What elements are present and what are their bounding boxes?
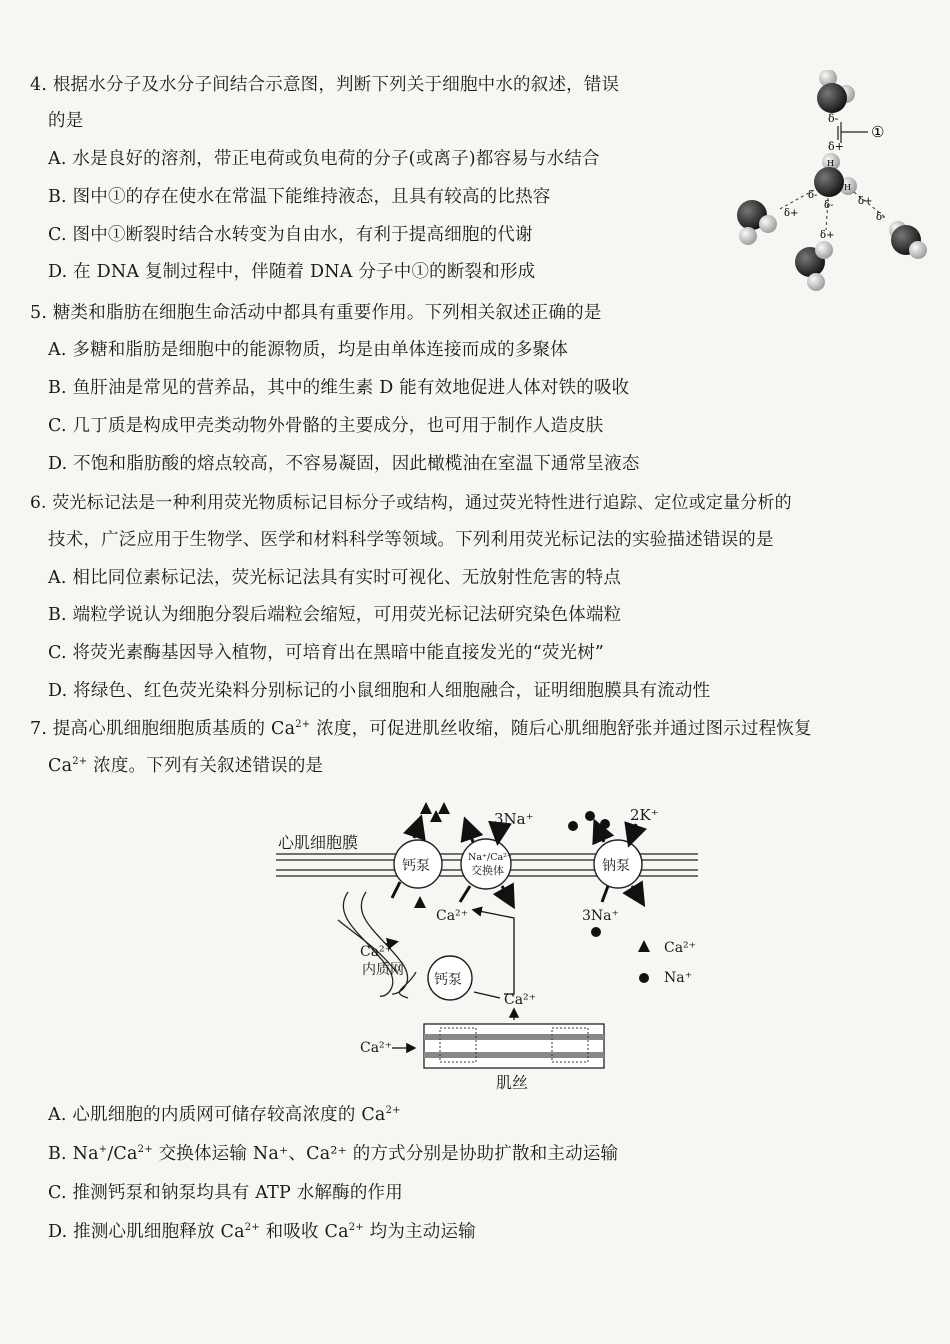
delta-label: δ-: [824, 200, 834, 211]
q4-option-a: A. 水是良好的溶剂，带正电荷或负电荷的分子(或离子)都容易与水结合: [48, 149, 600, 169]
q6-stem-line1: 6. 荧光标记法是一种利用荧光物质标记目标分子或结构，通过荧光特性进行追踪、定位或定量分析的: [30, 493, 792, 513]
q5-option-c: C. 几丁质是构成甲壳类动物外骨骼的主要成分，也可用于制作人造皮肤: [48, 416, 604, 436]
ca-ion-mark: [420, 802, 432, 814]
water-molecule-top: [817, 70, 855, 113]
delta-label: δ+: [784, 208, 799, 219]
q5-option-b: B. 鱼肝油是常见的营养品，其中的维生素 D 能有效地促进人体对铁的吸收: [48, 378, 630, 398]
q7-stem-line2: $Ca^{2+}$ 浓度。下列有关叙述错误的是: [48, 756, 324, 776]
q4-option-c: C. 图中①断裂时结合水转变为自由水，有利于提高细胞的代谢: [48, 225, 533, 245]
delta-label: δ-: [808, 190, 818, 201]
water-molecule-figure: [728, 70, 938, 300]
q6-stem-line2: 技术，广泛应用于生物学、医学和材料科学等领域。下列利用荧光标记法的实验描述错误的是: [48, 530, 774, 550]
q7-option-c: C. 推测钙泵和钠泵均具有 ATP 水解酶的作用: [48, 1183, 403, 1203]
ca-center-label: Ca²⁺: [504, 992, 537, 1008]
h-label: H: [844, 183, 851, 192]
na-ion-mark: [585, 811, 595, 821]
legend-ca-label: Ca²⁺: [664, 940, 697, 956]
q6-option-b: B. 端粒学说认为细胞分裂后端粒会缩短，可用荧光标记法研究染色体端粒: [48, 605, 622, 625]
water-molecule-center: [814, 153, 857, 197]
q6-option-c: C. 将荧光素酶基因导入植物，可培育出在黑暗中能直接发光的“荧光树”: [48, 643, 605, 663]
delta-label: δ+: [820, 230, 835, 241]
myofilament-label: 肌丝: [496, 1073, 529, 1092]
h-label: H: [827, 159, 834, 168]
q4-option-d: D. 在 DNA 复制过程中，伴随着 DNA 分子中①的断裂和形成: [48, 262, 536, 282]
delta-label: δ+: [858, 196, 873, 207]
na-ion-mark: [591, 927, 601, 937]
sodium-pump: [594, 824, 642, 902]
q5-option-d: D. 不饱和脂肪酸的熔点较高，不容易凝固，因此橄榄油在室温下通常呈液态: [48, 454, 640, 474]
svg-text:钠泵: 钠泵: [602, 858, 630, 874]
q7-option-b: B. $Na^+/Ca^{2+}$ 交换体运输 Na⁺、Ca²⁺ 的方式分别是协助扩散和主动运输: [48, 1144, 619, 1164]
q4-stem-line1: 4. 根据水分子及水分子间结合示意图，判断下列关于细胞中水的叙述，错误: [30, 75, 620, 95]
water-molecule-bottom: [795, 241, 833, 291]
calcium-pump-membrane: [392, 820, 442, 898]
water-molecule-left: [737, 200, 777, 245]
ca-ion-mark: [414, 896, 426, 908]
na-ca-exchanger: [460, 822, 512, 904]
na-ion-mark: [600, 819, 610, 829]
ca-left-label: Ca²⁺: [360, 1040, 393, 1056]
er-pump-label: 钙泵: [434, 972, 462, 988]
delta-label: δ+: [828, 140, 844, 153]
k2-label: 2K⁺: [630, 806, 659, 824]
svg-text:交换体: 交换体: [471, 864, 504, 877]
bond-label-1: ①: [871, 123, 885, 141]
delta-label: δ-: [876, 212, 886, 223]
water-molecule-right: [889, 221, 927, 259]
myofilament: [424, 1024, 604, 1068]
na-ion-mark: [568, 821, 578, 831]
legend-ca-mark: [638, 940, 650, 952]
q7-option-a: A. 心肌细胞的内质网可储存较高浓度的 $Ca^{2+}$: [48, 1105, 401, 1125]
legend-na-mark: [639, 973, 649, 983]
q5-stem: 5. 糖类和脂肪在细胞生命活动中都具有重要作用。下列相关叙述正确的是: [30, 303, 602, 323]
q5-option-a: A. 多糖和脂肪是细胞中的能源物质，均是由单体连接而成的多聚体: [48, 340, 568, 360]
na3-bottom-label: 3Na⁺: [582, 908, 619, 924]
svg-text:Na⁺/Ca²⁺: Na⁺/Ca²⁺: [468, 852, 512, 863]
q7-option-d: D. 推测心肌细胞释放 $Ca^{2+}$ 和吸收 $Ca^{2+}$ 均为主动运输: [48, 1222, 476, 1242]
er-ca-label: Ca²⁺: [360, 944, 393, 960]
ca-exchanger-label: Ca²⁺: [436, 908, 469, 924]
legend-na-label: Na⁺: [664, 970, 692, 986]
delta-label: δ-: [828, 112, 839, 125]
membrane-label: 心肌细胞膜: [278, 833, 359, 852]
ca-ion-mark: [438, 802, 450, 814]
cardiomyocyte-calcium-figure: [268, 798, 718, 1098]
q4-option-b: B. 图中①的存在使水在常温下能维持液态，且具有较高的比热容: [48, 187, 551, 207]
svg-text:钙泵: 钙泵: [402, 858, 430, 874]
er-label: 内质网: [362, 962, 404, 978]
na3-top-label: 3Na⁺: [494, 810, 534, 828]
q6-option-d: D. 将绿色、红色荧光染料分别标记的小鼠细胞和人细胞融合，证明细胞膜具有流动性: [48, 681, 711, 701]
q4-stem-line2: 的是: [48, 111, 84, 131]
q6-option-a: A. 相比同位素标记法，荧光标记法具有实时可视化、无放射性危害的特点: [48, 568, 622, 588]
q7-stem-line1: 7. 提高心肌细胞细胞质基质的 $Ca^{2+}$ 浓度，可促进肌丝收缩，随后心肌细胞舒张并通过图示过程恢复: [30, 719, 812, 739]
